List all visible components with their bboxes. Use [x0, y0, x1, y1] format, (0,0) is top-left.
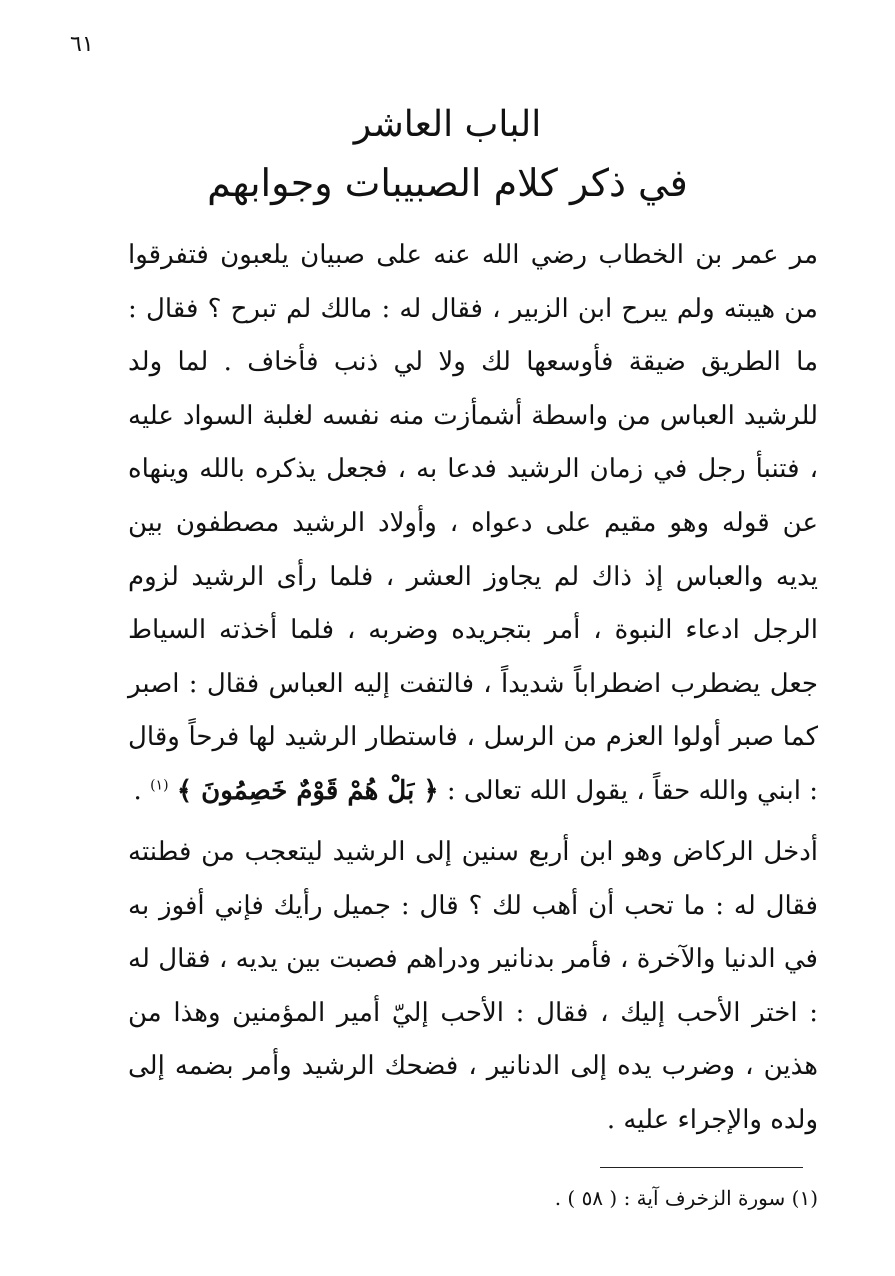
- quran-verse: ﴿ بَلْ هُمْ قَوْمٌ خَصِمُونَ ﴾: [176, 775, 439, 806]
- paragraph-2: [128, 826, 818, 1148]
- paragraph-1: [128, 229, 818, 819]
- paragraph-1-end: .: [133, 775, 151, 806]
- footnote-divider: [600, 1167, 803, 1168]
- chapter-title: الباب العاشر: [353, 104, 542, 145]
- paragraph-1-text: مر عمر بن الخطاب رضي الله عنه على صبيان يلعبون فتفرقوا من هيبته ولم يبرح ابن الزبير ، فقال له : مالك لم تبرح ؟ فقال : ما الطريق ضيقة فأوسعها لك ولا لي ذنب فأخاف . لما ولد للرشيد العباس من واسطة أشمأزت منه نفسه لغلبة السواد عليه ، فتنبأ رجل في زمان الرشيد فدعا به ، فجعل يذكره بالله وينهاه عن قوله وهو مقيم على دعواه ، وأولاد الرشيد مصطفون بين يديه والعباس إذ ذاك لم يجاوز العشر ، فلما رأى الرشيد لزوم الرجل ادعاء النبوة ، أمر بتجريده وضربه ، فلما أخذته السياط جعل يضطرب اضطراباً شديداً ، فالتفت إليه العباس فقال : اصبر كما صبر أولوا العزم من الرسل ، فاستطار الرشيد لها فرحاً وقال : ابني والله حقاً ، يقول الله تعالى :: [128, 240, 818, 806]
- chapter-subtitle: في ذكر كلام الصبيبات وجوابهم: [207, 161, 688, 205]
- paragraph-2-text: أدخل الركاض وهو ابن أربع سنين إلى الرشيد ليتعجب من فطنته فقال له : ما تحب أن أهب لك ؟ قال : جميل رأيك فإني أفوز به في الدنيا والآخرة ، فأمر بدنانير ودراهم فصبت بين يديه ، فقال له : اختر الأحب إليك ، فقال : الأحب إليّ أمير المؤمنين وهذا من هذين ، وضرب يده إلى الدنانير ، فضحك الرشيد وأمر بضمه إلى ولده والإجراء عليه .: [128, 837, 818, 1135]
- page-number: ٦١: [70, 32, 94, 57]
- footnote-marker: (١): [150, 777, 169, 794]
- footnote: (١) سورة الزخرف آية : ( ٥٨ ) .: [554, 1186, 818, 1210]
